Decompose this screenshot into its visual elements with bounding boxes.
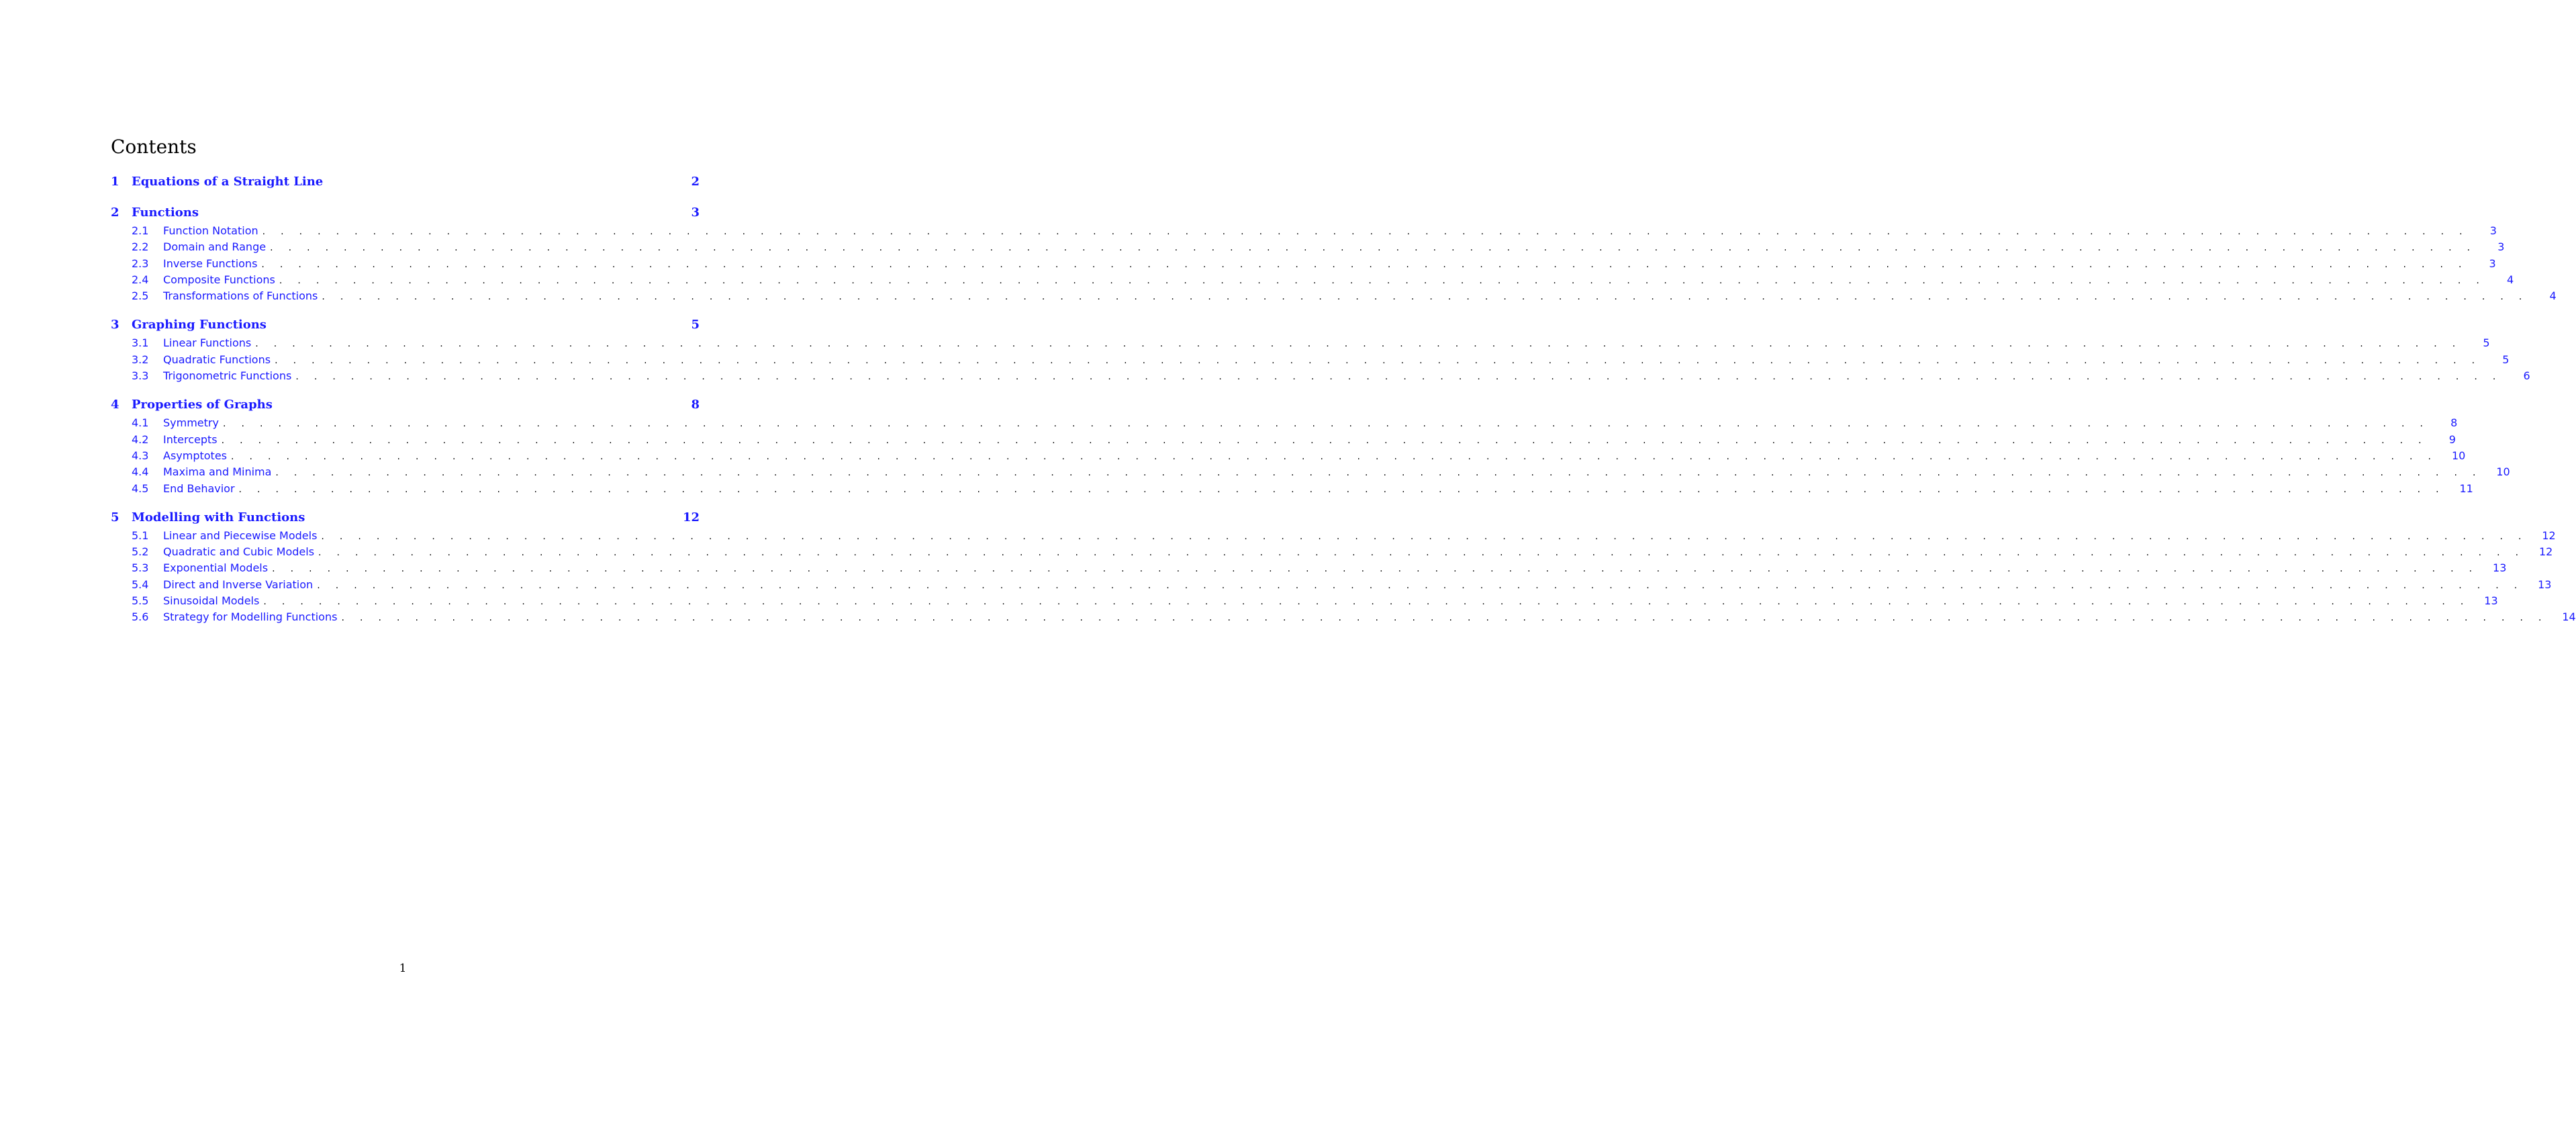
subsection-number: 5.1 xyxy=(132,529,149,542)
section-title: Functions xyxy=(132,206,199,220)
subsection-number: 5.5 xyxy=(132,594,149,608)
toc-section-link[interactable] xyxy=(111,206,700,224)
subsection-page-number: 9 xyxy=(2448,432,2456,446)
dot-leader: . . . . . . . . . . . . . . . . . . . . . . . . . . . . . . . . . . . . . . . . . . . . . . . . . . . . . . . . . . . . . . . . . . . . . . . . . . . . . . . . . . . . . . . . . . . . . . . . . . . . . . . . . . . . . . . . . . . . . . . . xyxy=(255,338,2462,350)
toc-heading: Contents xyxy=(111,136,197,158)
subsection-title: Quadratic and Cubic Models xyxy=(163,545,315,559)
section-number: 5 xyxy=(111,510,120,525)
subsection-title: Linear Functions xyxy=(163,336,252,350)
toc-subsection-link[interactable] xyxy=(111,273,2514,289)
subsection-title: Asymptotes xyxy=(163,449,228,462)
toc-section xyxy=(111,318,2530,385)
toc-subsection-link[interactable] xyxy=(111,289,2557,306)
toc-subsection-link[interactable] xyxy=(111,465,2510,482)
dot-leader: . . . . . . . . . . . . . . . . . . . . . . . . . . . . . . . . . . . . . . . . . . . . . . . . . . . . . . . . . . . . . . . . . . . . . . . . . . . . . . . . . . . . . . . . . . . . . . . . . . . . . . . . . . . . . . . . . . . . . . . . xyxy=(279,275,2486,286)
section-title: Equations of a Straight Line xyxy=(132,175,324,189)
toc-subsection-link[interactable] xyxy=(111,224,2497,240)
dot-leader: . . . . . . . . . . . . . . . . . . . . . . . . . . . . . . . . . . . . . . . . . . . . . . . . . . . . . . . . . . . . . . . . . . . . . . . . . . . . . . . . . . . . . . . . . . . . . . . . . . . . . . . . . . . . . . . . . . . . . . . . xyxy=(222,418,2430,430)
toc-subsection-link[interactable] xyxy=(111,240,2505,257)
subsection-title: Linear and Piecewise Models xyxy=(163,529,318,542)
dot-leader: . . . . . . . . . . . . . . . . . . . . . . . . . . . . . . . . . . . . . . . . . . . . . . . . . . . . . . . . . . . . . . . . . . . . . . . . . . . . . . . . . . . . . . . . . . . . . . . . . . . . . . . . . . . . . . . . . . . . . . . . xyxy=(341,612,2548,624)
section-title: Modelling with Functions xyxy=(132,510,305,525)
section-page-number: 8 xyxy=(691,398,700,412)
toc-section xyxy=(111,398,2510,498)
subsection-page-number: 10 xyxy=(2451,449,2466,462)
section-number: 3 xyxy=(111,318,120,332)
toc-subsection-link[interactable] xyxy=(111,257,2496,273)
subsection-number: 2.5 xyxy=(132,289,149,303)
subsection-page-number: 3 xyxy=(2489,257,2496,270)
subsection-number: 2.2 xyxy=(132,240,149,254)
toc-subsection-link[interactable] xyxy=(111,578,2552,594)
subsection-page-number: 10 xyxy=(2496,465,2510,479)
section-page-number: 5 xyxy=(691,318,700,332)
dot-leader: . . . . . . . . . . . . . . . . . . . . . . . . . . . . . . . . . . . . . . . . . . . . . . . . . . . . . . . . . . . . . . . . . . . . . . . . . . . . . . . . . . . . . . . . . . . . . . . . . . . . . . . . . . . . . . . . . . . . . . . . xyxy=(261,259,2468,270)
dot-leader: . . . . . . . . . . . . . . . . . . . . . . . . . . . . . . . . . . . . . . . . . . . . . . . . . . . . . . . . . . . . . . . . . . . . . . . . . . . . . . . . . . . . . . . . . . . . . . . . . . . . . . . . . . . . . . . . . . . . . . . . xyxy=(295,371,2502,383)
dot-leader: . . . . . . . . . . . . . . . . . . . . . . . . . . . . . . . . . . . . . . . . . . . . . . . . . . . . . . . . . . . . . . . . . . . . . . . . . . . . . . . . . . . . . . . . . . . . . . . . . . . . . . . . . . . . . . . . . . . . . . . . xyxy=(318,547,2525,559)
subsection-title: Symmetry xyxy=(163,416,219,430)
toc-section-link[interactable] xyxy=(111,175,700,193)
subsection-page-number: 3 xyxy=(2489,224,2497,237)
toc-subsection-link[interactable] xyxy=(111,482,2473,498)
subsection-number: 3.1 xyxy=(132,336,149,350)
dot-leader: . . . . . . . . . . . . . . . . . . . . . . . . . . . . . . . . . . . . . . . . . . . . . . . . . . . . . . . . . . . . . . . . . . . . . . . . . . . . . . . . . . . . . . . . . . . . . . . . . . . . . . . . . . . . . . . . . . . . . . . . xyxy=(262,226,2469,237)
subsection-page-number: 3 xyxy=(2497,240,2505,254)
section-number: 1 xyxy=(111,175,120,189)
subsection-number: 2.1 xyxy=(132,224,149,237)
toc-subsection-link[interactable] xyxy=(111,594,2498,610)
subsection-title: Exponential Models xyxy=(163,561,269,575)
subsection-page-number: 13 xyxy=(2538,578,2552,591)
section-page-number: 2 xyxy=(691,175,700,189)
subsection-number: 5.6 xyxy=(132,610,149,624)
toc-section xyxy=(111,510,2576,627)
dot-leader: . . . . . . . . . . . . . . . . . . . . . . . . . . . . . . . . . . . . . . . . . . . . . . . . . . . . . . . . . . . . . . . . . . . . . . . . . . . . . . . . . . . . . . . . . . . . . . . . . . . . . . . . . . . . . . . . . . . . . . . . xyxy=(275,355,2481,366)
subsection-title: Function Notation xyxy=(163,224,258,237)
subsection-page-number: 4 xyxy=(2506,273,2514,286)
subsection-title: Direct and Inverse Variation xyxy=(163,578,314,591)
toc-subsection-link[interactable] xyxy=(111,432,2456,449)
subsection-page-number: 12 xyxy=(2542,529,2556,542)
dot-leader: . . . . . . . . . . . . . . . . . . . . . . . . . . . . . . . . . . . . . . . . . . . . . . . . . . . . . . . . . . . . . . . . . . . . . . . . . . . . . . . . . . . . . . . . . . . . . . . . . . . . . . . . . . . . . . . . . . . . . . . . xyxy=(263,596,2470,608)
subsection-title: Maxima and Minima xyxy=(163,465,272,479)
subsection-number: 4.1 xyxy=(132,416,149,430)
section-page-number: 12 xyxy=(682,510,700,525)
subsection-title: Intercepts xyxy=(163,432,218,446)
subsection-title: Trigonometric Functions xyxy=(163,369,292,383)
subsection-page-number: 5 xyxy=(2502,353,2510,366)
dot-leader: . . . . . . . . . . . . . . . . . . . . . . . . . . . . . . . . . . . . . . . . . . . . . . . . . . . . . . . . . . . . . . . . . . . . . . . . . . . . . . . . . . . . . . . . . . . . . . . . . . . . . . . . . . . . . . . . . . . . . . . . xyxy=(317,580,2524,591)
subsection-page-number: 4 xyxy=(2549,289,2557,303)
section-page-number: 3 xyxy=(691,206,700,220)
subsection-title: Domain and Range xyxy=(163,240,267,254)
subsection-number: 4.2 xyxy=(132,432,149,446)
section-title: Properties of Graphs xyxy=(132,398,273,412)
subsection-title: Strategy for Modelling Functions xyxy=(163,610,338,624)
subsection-title: Quadratic Functions xyxy=(163,353,271,366)
toc-section xyxy=(111,175,700,193)
subsection-title: Transformations of Functions xyxy=(163,289,318,303)
dot-leader: . . . . . . . . . . . . . . . . . . . . . . . . . . . . . . . . . . . . . . . . . . . . . . . . . . . . . . . . . . . . . . . . . . . . . . . . . . . . . . . . . . . . . . . . . . . . . . . . . . . . . . . . . . . . . . . . . . . . . . . . xyxy=(321,531,2528,542)
section-number: 4 xyxy=(111,398,120,412)
subsection-number: 5.4 xyxy=(132,578,149,591)
subsection-number: 2.3 xyxy=(132,257,149,270)
subsection-page-number: 12 xyxy=(2538,545,2553,559)
subsection-number: 3.3 xyxy=(132,369,149,383)
table-of-contents xyxy=(111,175,2576,639)
subsection-page-number: 11 xyxy=(2459,482,2473,495)
toc-section-link[interactable] xyxy=(111,318,700,336)
section-number: 2 xyxy=(111,206,120,220)
dot-leader: . . . . . . . . . . . . . . . . . . . . . . . . . . . . . . . . . . . . . . . . . . . . . . . . . . . . . . . . . . . . . . . . . . . . . . . . . . . . . . . . . . . . . . . . . . . . . . . . . . . . . . . . . . . . . . . . . . . . . . . . xyxy=(231,451,2438,462)
subsection-title: Composite Functions xyxy=(163,273,275,286)
dot-leader: . . . . . . . . . . . . . . . . . . . . . . . . . . . . . . . . . . . . . . . . . . . . . . . . . . . . . . . . . . . . . . . . . . . . . . . . . . . . . . . . . . . . . . . . . . . . . . . . . . . . . . . . . . . . . . . . . . . . . . . . xyxy=(238,484,2445,495)
dot-leader: . . . . . . . . . . . . . . . . . . . . . . . . . . . . . . . . . . . . . . . . . . . . . . . . . . . . . . . . . . . . . . . . . . . . . . . . . . . . . . . . . . . . . . . . . . . . . . . . . . . . . . . . . . . . . . . . . . . . . . . . xyxy=(221,435,2428,446)
page-number: 1 xyxy=(399,962,407,975)
toc-subsection-link[interactable] xyxy=(111,336,2490,353)
toc-subsection-link[interactable] xyxy=(111,561,2507,578)
section-title: Graphing Functions xyxy=(132,318,267,332)
subsection-title: End Behavior xyxy=(163,482,235,495)
dot-leader: . . . . . . . . . . . . . . . . . . . . . . . . . . . . . . . . . . . . . . . . . . . . . . . . . . . . . . . . . . . . . . . . . . . . . . . . . . . . . . . . . . . . . . . . . . . . . . . . . . . . . . . . . . . . . . . . . . . . . . . . xyxy=(322,291,2528,303)
subsection-number: 4.3 xyxy=(132,449,149,462)
subsection-number: 4.4 xyxy=(132,465,149,479)
dot-leader: . . . . . . . . . . . . . . . . . . . . . . . . . . . . . . . . . . . . . . . . . . . . . . . . . . . . . . . . . . . . . . . . . . . . . . . . . . . . . . . . . . . . . . . . . . . . . . . . . . . . . . . . . . . . . . . . . . . . . . . . xyxy=(270,242,2477,254)
subsection-title: Inverse Functions xyxy=(163,257,258,270)
subsection-page-number: 14 xyxy=(2562,610,2576,624)
toc-subsection-link[interactable] xyxy=(111,353,2510,369)
toc-subsection-link[interactable] xyxy=(111,369,2530,385)
toc-subsection-link[interactable] xyxy=(111,529,2556,545)
subsection-page-number: 13 xyxy=(2493,561,2507,575)
subsection-number: 3.2 xyxy=(132,353,149,366)
dot-leader: . . . . . . . . . . . . . . . . . . . . . . . . . . . . . . . . . . . . . . . . . . . . . . . . . . . . . . . . . . . . . . . . . . . . . . . . . . . . . . . . . . . . . . . . . . . . . . . . . . . . . . . . . . . . . . . . . . . . . . . . xyxy=(275,467,2482,479)
subsection-page-number: 5 xyxy=(2483,336,2490,350)
dot-leader: . . . . . . . . . . . . . . . . . . . . . . . . . . . . . . . . . . . . . . . . . . . . . . . . . . . . . . . . . . . . . . . . . . . . . . . . . . . . . . . . . . . . . . . . . . . . . . . . . . . . . . . . . . . . . . . . . . . . . . . . xyxy=(272,563,2479,575)
toc-subsection-link[interactable] xyxy=(111,610,2576,627)
subsection-number: 5.3 xyxy=(132,561,149,575)
toc-subsection-link[interactable] xyxy=(111,449,2466,465)
toc-subsection-link[interactable] xyxy=(111,416,2458,432)
toc-section-link[interactable] xyxy=(111,510,700,529)
subsection-page-number: 6 xyxy=(2523,369,2530,383)
subsection-page-number: 13 xyxy=(2484,594,2498,608)
subsection-number: 2.4 xyxy=(132,273,149,286)
subsection-number: 4.5 xyxy=(132,482,149,495)
toc-section-link[interactable] xyxy=(111,398,700,416)
subsection-title: Sinusoidal Models xyxy=(163,594,260,608)
toc-section xyxy=(111,206,2557,306)
toc-subsection-link[interactable] xyxy=(111,545,2553,561)
subsection-page-number: 8 xyxy=(2450,416,2458,430)
subsection-number: 5.2 xyxy=(132,545,149,559)
